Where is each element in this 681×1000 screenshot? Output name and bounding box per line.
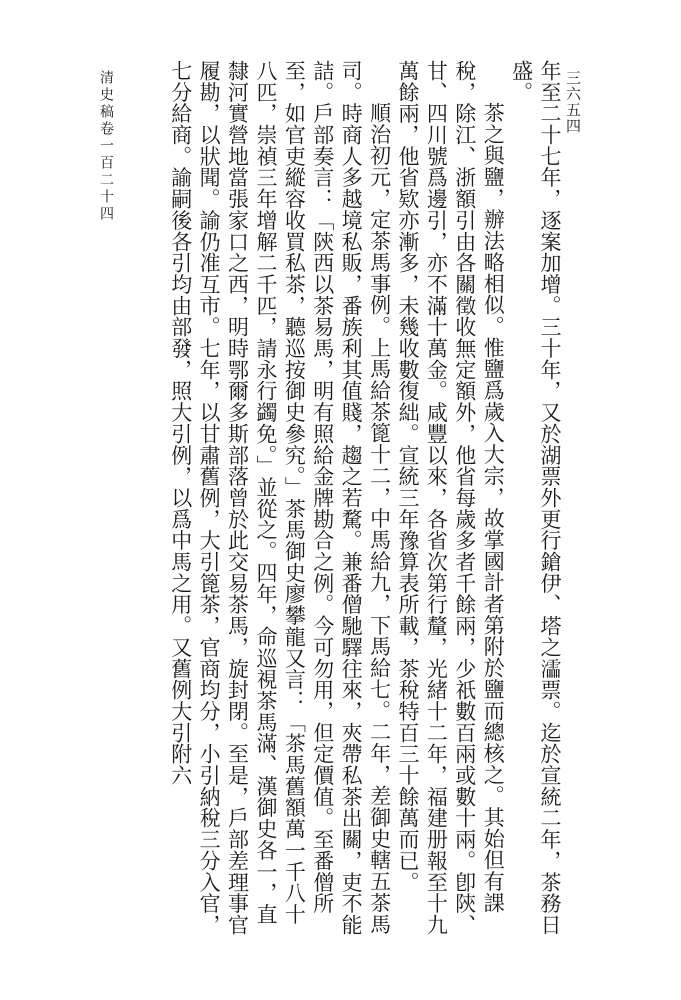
paragraph-1: 年至二十七年，逐案加增。三十年，又於湖票外更行鎗伊、塔之𤃩票。迄於宣統二年，茶務日盛。 bbox=[509, 60, 562, 936]
running-header: 清史稿卷一百二十四 bbox=[98, 70, 114, 223]
paragraph-2: 茶之與鹽，辦法略相似。惟鹽爲歲入大宗，故掌國計者第附於鹽而總核之。其始但有課稅，除江、浙額引由各關徵收無定額外，他省每歲多者千餘兩，少祇數百兩或數十兩。卽陝、甘、四川號爲邊引，亦不滿十萬金。咸豐以來，各省次第行釐，光緒十二年，福建册報至十九萬餘兩，他省欵亦漸多，未幾收數復絀。宣統三年豫算表所載，茶稅特百三十餘萬而已。 bbox=[395, 60, 506, 936]
page-number: 三六五四 bbox=[564, 70, 582, 134]
paragraph-3: 順治初元，定茶馬事例。上馬給茶篦十二，中馬給九，下馬給七。二年，差御史轄五茶馬司。時商人多越境私販，番族利其值賤，趨之若騖。兼番僧馳驛往來，夾帶私茶出關，吏不能詰。戶部奏言：「陝西以茶易馬，明有照給金牌勘合之例。今可勿用，但定價值。至番僧所至，如官吏縱容收買私茶，聽巡按御史參究。」茶馬御史廖攀龍又言：「茶馬舊額萬一千八十八匹，崇禎三年增解二千匹，請永行蠲免。」並從之。四年，命巡視茶馬滿、漢御史各一，直隸河實營地當張家口之西，明時鄂爾多斯部落曾於此交易茶馬，旋封閉。至是，戶部差理事官履勘，以狀聞。諭仍准互市。七年，以甘肅舊例，大引篦茶，官商均分，小引納稅三分入官，七分給商。諭嗣後各引均由部發，照大引例，以爲中馬之用。又舊例大引附六 bbox=[168, 60, 392, 936]
body-text bbox=[140, 60, 564, 940]
